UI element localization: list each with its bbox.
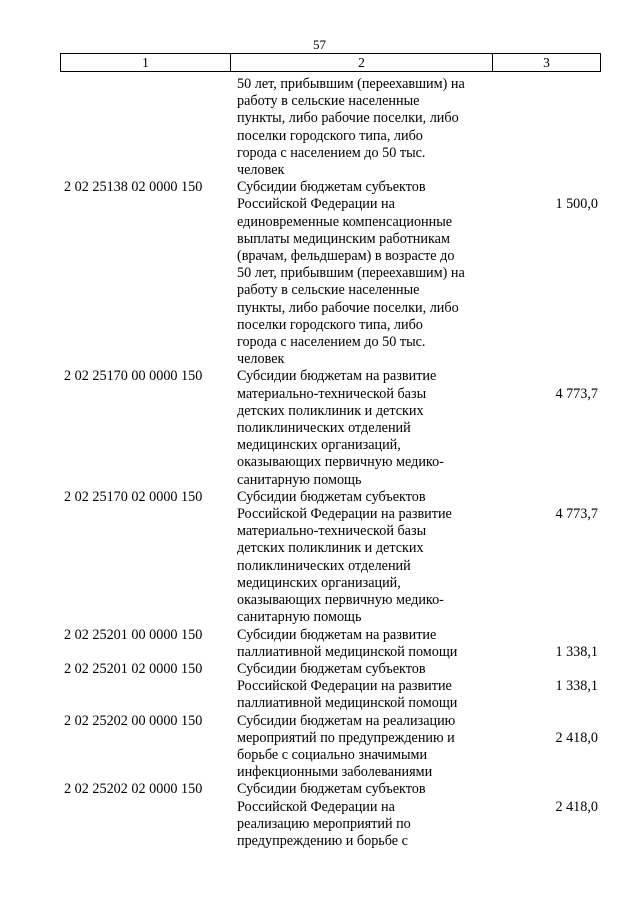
table-row (60, 661, 601, 713)
income-description: Субсидии бюджетам субъектов Российской Федерации на единовременные компенсационные выплаты медицинским работникам (врачам, фельдшерам) в возрасте до 50 лет, прибывшим (переехавшим) на работу в сельские населенные пункты, либо рабочие поселки, либо поселки городского типа, либо города с населением до 50 тыс. человек (237, 179, 465, 368)
table-row (60, 713, 601, 782)
page-number: 57 (313, 37, 326, 52)
table-body (60, 76, 601, 850)
amount (500, 76, 601, 179)
table-header (60, 53, 601, 72)
income-description: Субсидии бюджетам субъектов Российской Федерации на развитие паллиативной медицинской помощи (237, 660, 458, 712)
income-description: Субсидии бюджетам на развитие материально-технической базы детских поликлиник и детских поликлинических отделений медицинских организаций, оказывающих первичную медико- санитарную помощь (237, 368, 444, 488)
amount: 1 338,1 (555, 643, 598, 660)
income-description: Субсидии бюджетам на развитие паллиативной медицинской помощи (237, 626, 458, 660)
budget-code (60, 76, 237, 179)
header-column-3: 3 (543, 55, 550, 70)
amount: 1 338,1 (555, 678, 598, 695)
amount: 1 500,0 (555, 196, 598, 213)
table-row (60, 489, 601, 627)
income-description: Субсидии бюджетам на реализацию мероприятий по предупреждению и борьбе с социально значимыми инфекционными заболеваниями (237, 712, 456, 781)
table-row (60, 781, 601, 850)
amount: 4 773,7 (555, 385, 598, 402)
table-row (60, 627, 601, 661)
table-row (60, 76, 601, 179)
budget-code: 2 02 25202 02 0000 150 (64, 781, 203, 798)
budget-code: 2 02 25170 00 0000 150 (64, 368, 203, 385)
header-column-2: 2 (231, 54, 493, 71)
header-column-1: 1 (61, 54, 231, 71)
budget-code: 2 02 25202 00 0000 150 (64, 712, 203, 729)
amount: 2 418,0 (555, 729, 598, 746)
amount: 2 418,0 (555, 798, 598, 815)
income-description: Субсидии бюджетам субъектов Российской Федерации на развитие материально-технической базы детских поликлиник и детских поликлинических отделений медицинских организаций, оказывающих первичную медико- санитарную помощь (237, 488, 452, 626)
budget-code: 2 02 25170 02 0000 150 (64, 488, 203, 505)
income-description: Субсидии бюджетам субъектов Российской Федерации на реализацию мероприятий по предупреждению и борьбе с (237, 781, 426, 849)
table-row (60, 179, 601, 368)
amount: 4 773,7 (555, 506, 598, 523)
income-description: 50 лет, прибывшим (переехавшим) на работу в сельские населенные пункты, либо рабочие поселки, либо поселки городского типа, либо города с населением до 50 тыс. человек (237, 76, 465, 179)
table-row (60, 368, 601, 488)
budget-code: 2 02 25138 02 0000 150 (64, 179, 203, 196)
budget-code: 2 02 25201 00 0000 150 (64, 626, 203, 643)
budget-code: 2 02 25201 02 0000 150 (64, 660, 203, 677)
